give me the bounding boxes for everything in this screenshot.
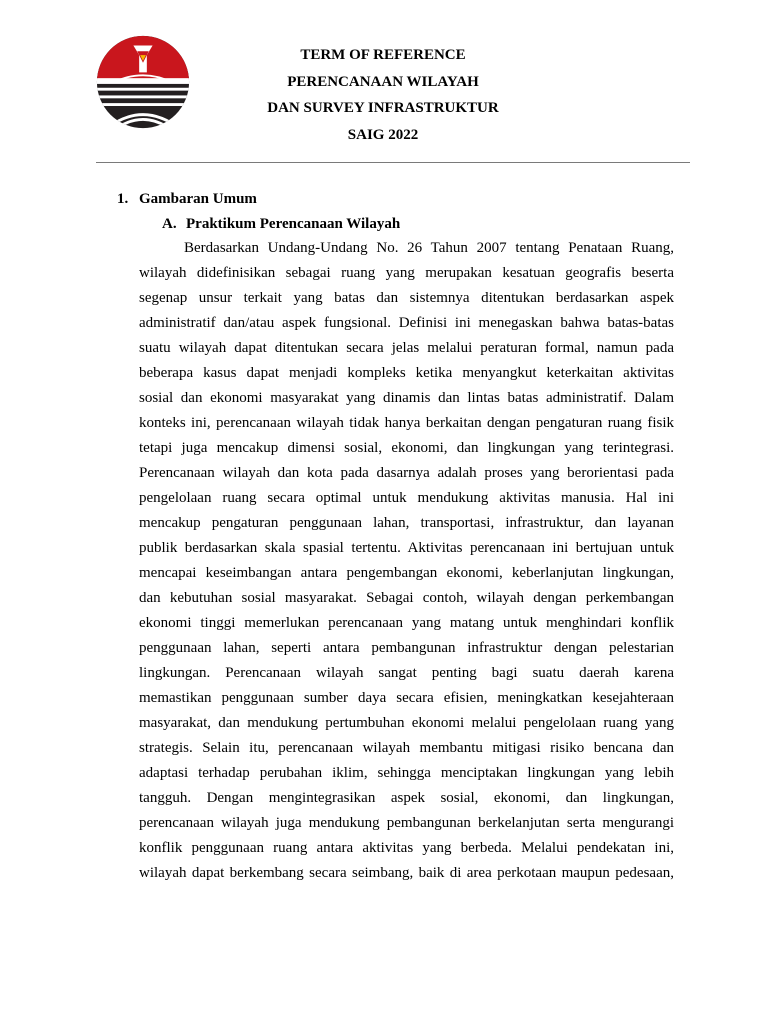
section-title: Gambaran Umum xyxy=(139,191,257,207)
paragraph-line: mencakup pengaturan penggunaan lahan, transportasi, infrastruktur, dan layanan xyxy=(139,515,674,531)
paragraph-line: mencapai keseimbangan antara pengembangan ekonomi, keberlanjutan lingkungan, xyxy=(139,565,674,581)
paragraph-line: Berdasarkan Undang-Undang No. 26 Tahun 2007 tentang Penataan Ruang, xyxy=(184,240,674,256)
header-divider xyxy=(96,162,690,163)
paragraph-line: konteks ini, perencanaan wilayah tidak hanya berkaitan dengan pengaturan ruang fisik xyxy=(139,415,674,431)
paragraph-line: dan kebutuhan sosial masyarakat. Sebagai contoh, wilayah dengan perkembangan xyxy=(139,590,674,606)
paragraph-line: tangguh. Dengan mengintegrasikan aspek sosial, ekonomi, dan lingkungan, xyxy=(139,790,674,806)
paragraph-line: wilayah dapat berkembang secara seimbang, baik di area perkotaan maupun pedesaan, xyxy=(139,865,674,881)
paragraph-line: penggunaan lahan, seperti antara pembangunan infrastruktur dengan pelestarian xyxy=(139,640,674,656)
subsection-letter: A. xyxy=(162,216,177,232)
paragraph-line: beberapa kasus dapat menjadi kompleks ketika menyangkut keterkaitan aktivitas xyxy=(139,365,674,381)
paragraph-line: suatu wilayah dapat ditentukan secara jelas melalui peraturan formal, namun pada xyxy=(139,340,674,356)
paragraph-line: memastikan penggunaan sumber daya secara efisien, meningkatkan kesejahteraan xyxy=(139,690,674,706)
body-paragraph xyxy=(139,236,674,886)
header-line-1: TERM OF REFERENCE xyxy=(300,47,466,63)
paragraph-line: masyarakat, dan mendukung pertumbuhan ekonomi melalui pengelolaan ruang yang xyxy=(139,715,674,731)
paragraph-line: tetapi juga mencakup dimensi sosial, ekonomi, dan lingkungan yang terintegrasi. xyxy=(139,440,674,456)
header-line-4: SAIG 2022 xyxy=(347,126,419,143)
paragraph-line: konflik penggunaan ruang antara aktivitas yang berbeda. Melalui pendekatan ini, xyxy=(139,840,674,856)
paragraph-line: strategis. Selain itu, perencanaan wilayah membantu mitigasi risiko bencana dan xyxy=(139,740,674,756)
paragraph-line: administratif dan/atau aspek fungsional. Definisi ini menegaskan bahwa batas-batas xyxy=(139,315,674,331)
subsection-title: Praktikum Perencanaan Wilayah xyxy=(186,216,401,232)
university-emblem-icon xyxy=(95,34,191,130)
paragraph-line: segenap unsur terkait yang batas dan sistemnya ditentukan berdasarkan aspek xyxy=(139,290,674,306)
paragraph-line: wilayah didefinisikan sebagai ruang yang merupakan kesatuan geografis beserta xyxy=(139,265,674,281)
header-line-2: PERENCANAAN WILAYAH xyxy=(287,73,479,90)
university-logo xyxy=(95,34,191,130)
document-header xyxy=(220,42,546,148)
paragraph-line: pengelolaan ruang secara optimal untuk mendukung aktivitas manusia. Hal ini xyxy=(139,490,674,506)
paragraph-line: Perencanaan wilayah dan kota pada dasarnya adalah proses yang berorientasi pada xyxy=(139,465,674,481)
paragraph-line: ekonomi tinggi memerlukan perencanaan yang matang untuk menghindari konflik xyxy=(139,615,674,631)
section-number: 1. xyxy=(117,191,129,207)
header-line-3: DAN SURVEY INFRASTRUKTUR xyxy=(267,100,499,116)
paragraph-line: sosial dan ekonomi masyarakat yang dinamis dan lintas batas administratif. Dalam xyxy=(139,390,674,406)
paragraph-line: publik berdasarkan skala spasial tertentu. Aktivitas perencanaan ini bertujuan untuk xyxy=(139,540,674,556)
paragraph-line: lingkungan. Perencanaan wilayah sangat penting bagi suatu daerah karena xyxy=(139,665,674,681)
paragraph-line: adaptasi terhadap perubahan iklim, sehingga menciptakan lingkungan yang lebih xyxy=(139,765,674,781)
paragraph-line: perencanaan wilayah juga mendukung pembangunan berkelanjutan serta mengurangi xyxy=(139,815,674,831)
